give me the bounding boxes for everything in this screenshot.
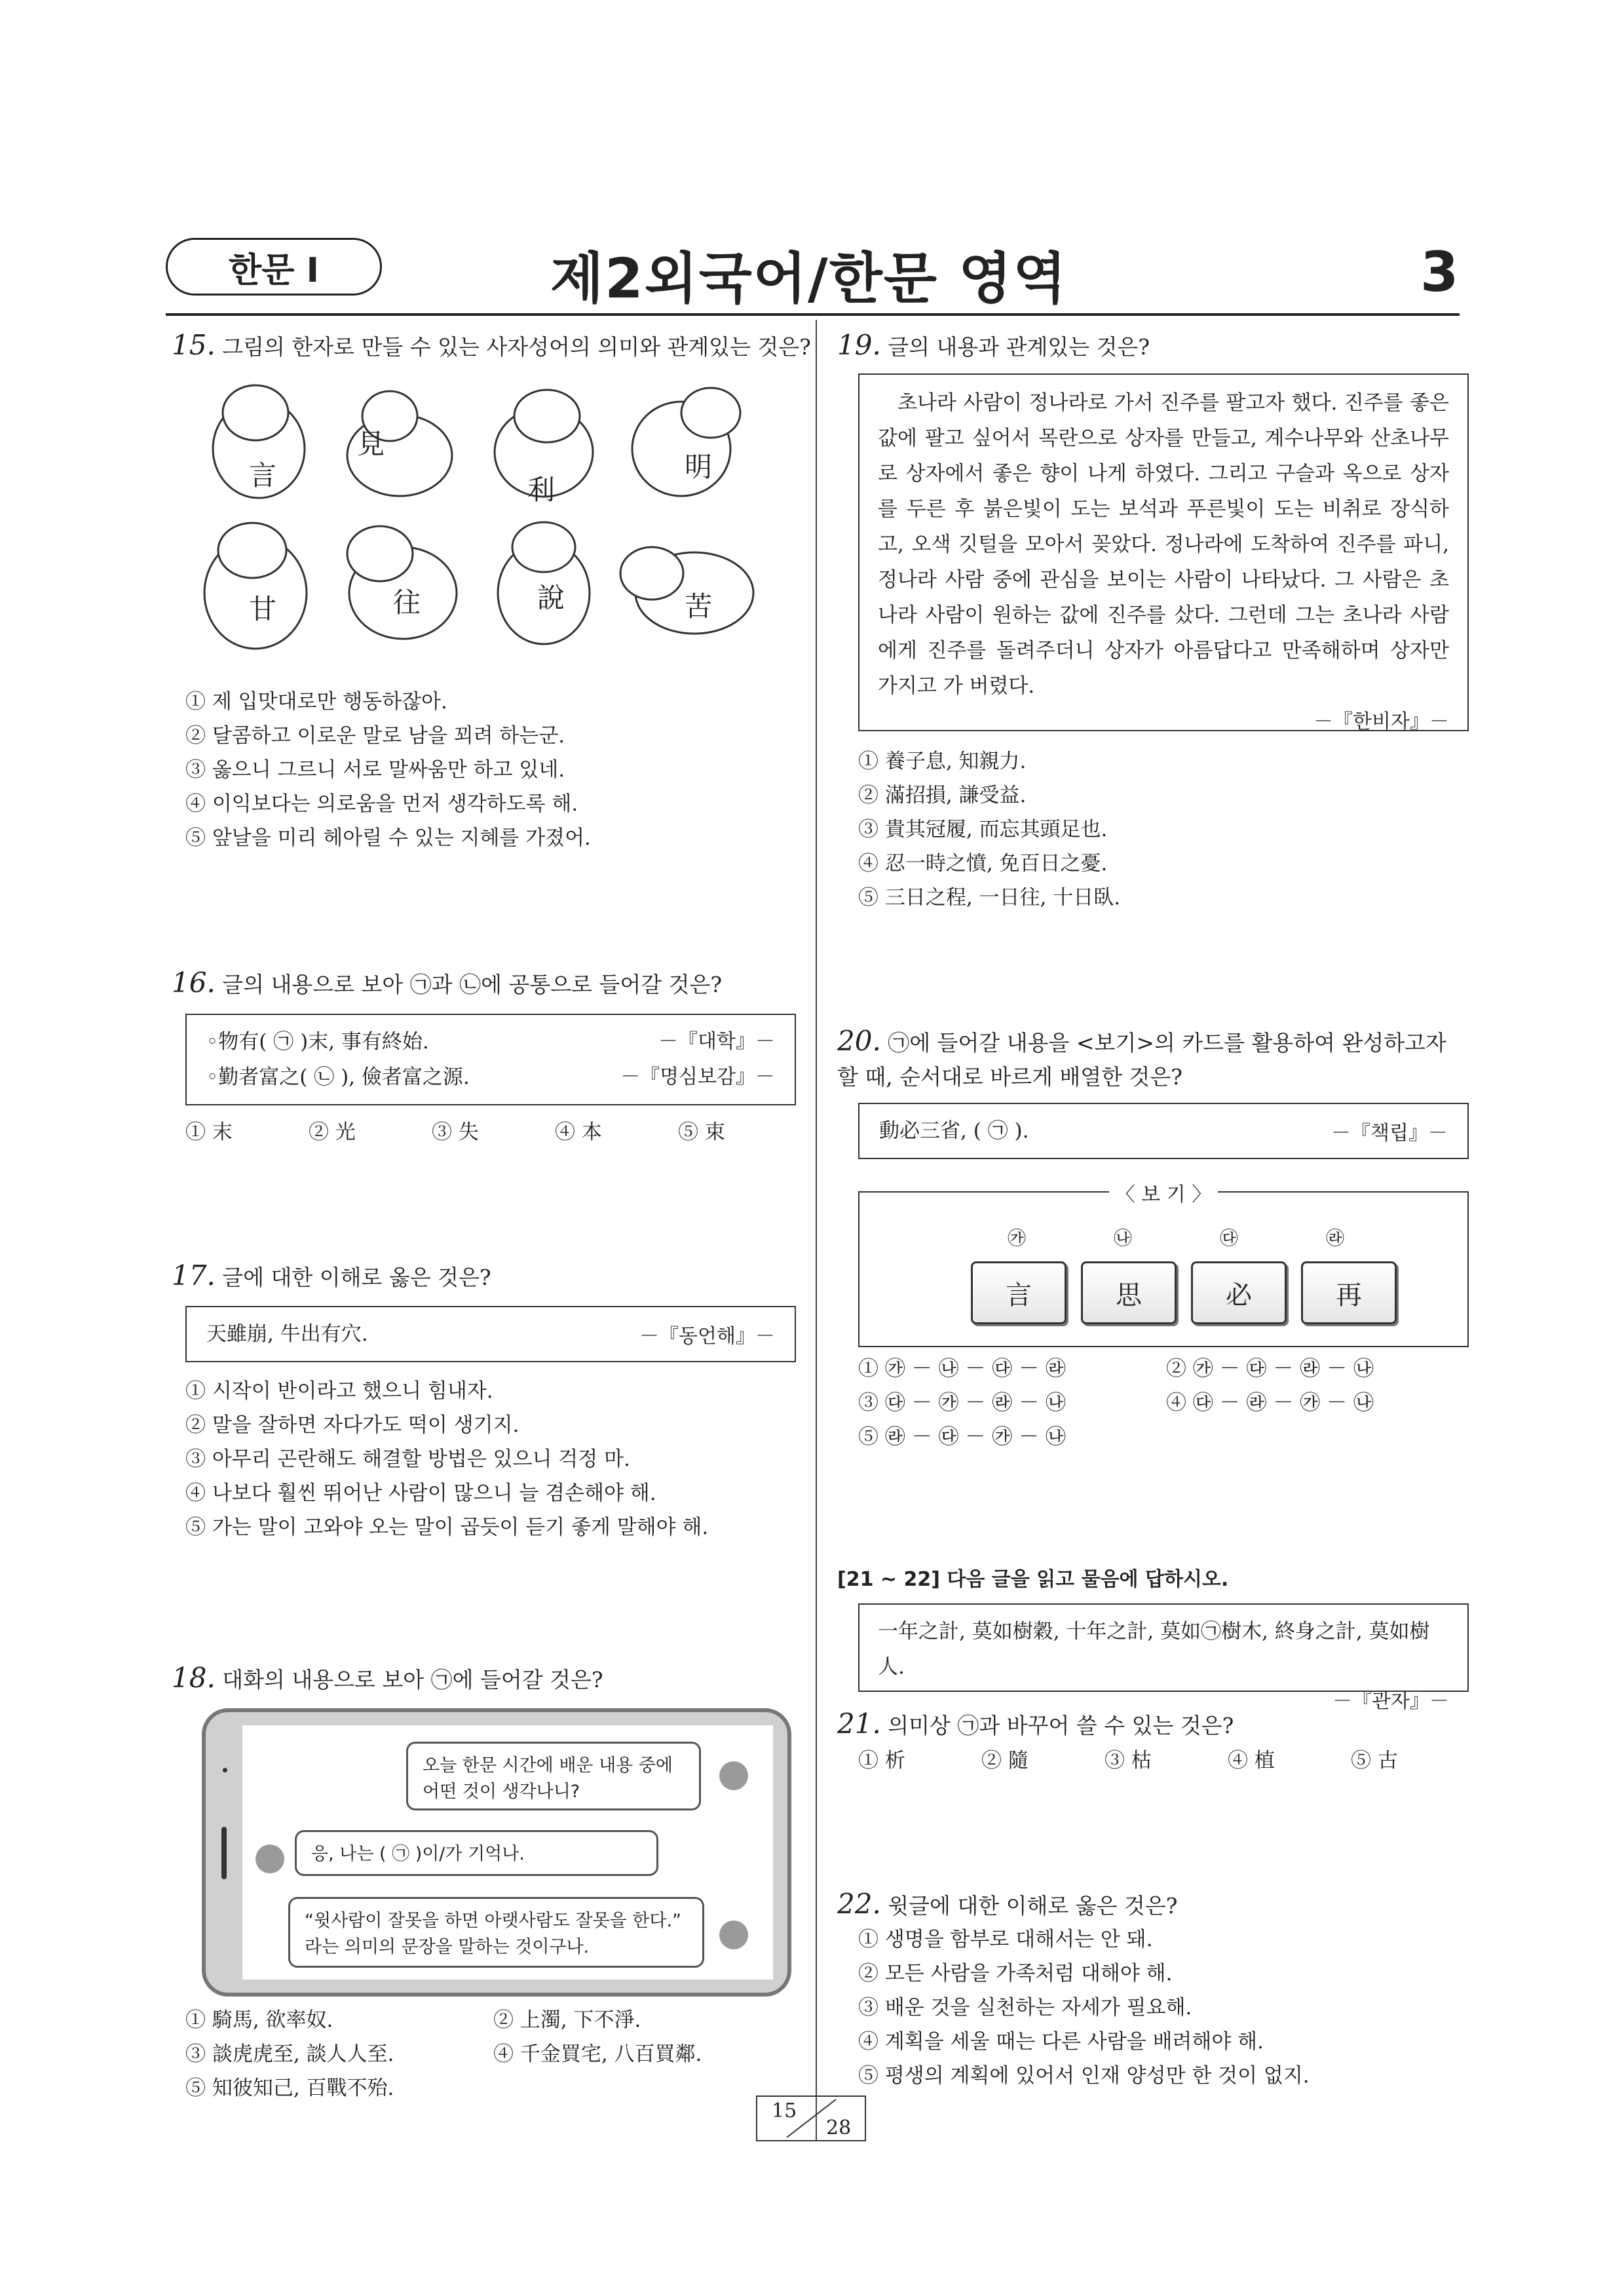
q15-options <box>185 685 591 855</box>
option[interactable]: ④ 千金買宅, 八百買鄰. <box>493 2042 702 2066</box>
subject-badge <box>166 238 382 296</box>
q20-passage-box <box>858 1103 1469 1159</box>
question-21 <box>837 1708 1234 1742</box>
q17-options <box>185 1374 708 1544</box>
question-text: 그림의 한자로 만들 수 있는 사자성어의 의미와 관계있는 것은? <box>222 334 811 360</box>
passage-text: 天雖崩, 牛出有穴. <box>206 1322 368 1346</box>
question-22 <box>837 1888 1177 1922</box>
question-15 <box>172 330 811 363</box>
option[interactable]: ① 騎馬, 欲率奴. <box>185 2008 333 2032</box>
question-number: 22. <box>837 1888 881 1920</box>
question-text: ㉠에 들어갈 내용을 <보기>의 카드를 활용하여 완성하고자 할 때, 순서대로 바르게 배열한 것은? <box>837 1030 1446 1090</box>
bogi-title: 〈 보 기 〉 <box>1109 1183 1218 1206</box>
current-page: 15 <box>772 2099 797 2122</box>
question-number: 21. <box>837 1708 881 1740</box>
question-20 <box>837 1024 1466 1094</box>
question-19 <box>837 330 1150 363</box>
chat-bubble-3: “윗사람이 잘못을 하면 아랫사람도 잘못을 한다.” 라는 의미의 문장을 말하는 것이구나. <box>288 1897 704 1968</box>
hanja-char: 甘 <box>249 593 277 625</box>
question-number: 19. <box>837 329 881 361</box>
header-rule <box>166 313 1460 316</box>
q19-options <box>858 744 1120 915</box>
option[interactable]: ⑤ 古 <box>1351 1749 1398 1772</box>
hanja-card: 必 <box>1191 1261 1287 1324</box>
bogi-box <box>858 1183 1469 1347</box>
option[interactable]: ① 析 <box>858 1749 905 1772</box>
option[interactable]: ⑤ 知彼知己, 百戰不殆. <box>185 2076 394 2100</box>
question-18 <box>172 1662 603 1696</box>
option[interactable]: ④ 계획을 세울 때는 다른 사람을 배려해야 해. <box>858 2030 1264 2054</box>
option[interactable]: ② ㉮ － ㉰ － ㉱ － ㉯ <box>1166 1357 1374 1381</box>
passage-line <box>206 1024 775 1060</box>
total-pages: 28 <box>826 2116 852 2139</box>
hanja-char: 往 <box>393 586 421 619</box>
hanja-card: 言 <box>971 1261 1067 1324</box>
passage-text: 초나라 사람이 정나라로 가서 진주를 팔고자 했다. 진주를 좋은 값에 팔고 싶어서 목란으로 상자를 만들고, 계수나무와 산초나무로 상자에서 좋은 향이 나게 하였다. 그리고 구슬과 옥으로 상자를 두른 후 붉은빛이 도는 보석과 푸른빛이 도는 비취로 장식하고, 오색 깃털을 모아서 꽂았다. 정나라에 도착하여 진주를 파니, 정나라 사람 중에 관심을 보이는 사람이 나타났다. 그 사람은 초나라 사람이 원하는 값에 진주를 샀다. 그런데 그는 초나라 사람에게 진주를 돌려주더니 상자가 아름답다고 만족해하며 상자만 가지고 가 버렸다. <box>878 391 1449 698</box>
source: －『명심보감』－ <box>620 1065 775 1088</box>
option[interactable]: ⑤ 束 <box>678 1120 725 1144</box>
option[interactable]: ② 隨 <box>981 1749 1029 1772</box>
option[interactable]: ④ ㉰ － ㉱ － ㉮ － ㉯ <box>1166 1391 1374 1415</box>
hanja-card: 思 <box>1081 1261 1177 1324</box>
option[interactable]: ③ 枯 <box>1105 1749 1152 1772</box>
question-17 <box>172 1260 491 1293</box>
option[interactable]: ④ 植 <box>1228 1749 1275 1772</box>
group-heading: [21 ~ 22] 다음 글을 읽고 물음에 답하시오. <box>837 1568 1229 1591</box>
option[interactable]: ⑤ ㉱ － ㉰ － ㉮ － ㉯ <box>858 1425 1066 1449</box>
question-number: 18. <box>172 1662 216 1694</box>
option[interactable]: ⑤ 앞날을 미리 헤아릴 수 있는 지혜를 가졌어. <box>185 826 591 850</box>
option[interactable]: ① 養子息, 知親力. <box>858 750 1027 773</box>
q16-options <box>185 1115 776 1149</box>
option[interactable]: ③ ㉰ － ㉮ － ㉱ － ㉯ <box>858 1391 1066 1415</box>
option[interactable]: ② 달콤하고 이로운 말로 남을 꾀려 하는군. <box>185 724 565 748</box>
question-number: 17. <box>172 1259 216 1292</box>
question-number: 20. <box>837 1025 881 1057</box>
question-text: 윗글에 대한 이해로 옳은 것은? <box>888 1893 1178 1919</box>
q19-passage-box <box>858 373 1469 731</box>
hanja-char: 苦 <box>685 590 713 622</box>
card-label: ㉰ <box>1219 1227 1238 1249</box>
source: －『책립』－ <box>1331 1122 1448 1145</box>
option[interactable]: ② 말을 잘하면 자다가도 떡이 생기지. <box>185 1413 519 1437</box>
hanja-char: 說 <box>537 582 565 614</box>
page-counter <box>756 2095 866 2141</box>
option[interactable]: ② 滿招損, 謙受益. <box>858 784 1027 807</box>
subject-label: 한문 I <box>229 250 319 290</box>
option[interactable]: ③ 貴其冠履, 而忘其頭足也. <box>858 818 1108 841</box>
chat-bubble-1: 오늘 한문 시간에 배운 내용 중에 어떤 것이 생각나니? <box>406 1742 701 1810</box>
question-number: 16. <box>172 966 216 999</box>
q18-options <box>185 2003 702 2105</box>
avatar <box>719 1921 748 1949</box>
card-label: ㉮ <box>1007 1227 1026 1249</box>
chat-bubble-2: 응, 나는 ( ㉠ )이/가 기억나. <box>295 1830 658 1876</box>
hanja-card: 再 <box>1301 1261 1397 1324</box>
option[interactable]: ④ 나보다 훨씬 뛰어난 사람이 많으니 늘 겸손해야 해. <box>185 1482 656 1505</box>
hanja-char: 利 <box>527 474 556 506</box>
option[interactable]: ② 上濁, 下不淨. <box>493 2008 641 2032</box>
option[interactable]: ④ 本 <box>555 1120 602 1144</box>
q17-passage-box <box>185 1306 796 1362</box>
question-text: 글의 내용으로 보아 ㉠과 ㉡에 공통으로 들어갈 것은? <box>222 972 723 997</box>
question-text: 글의 내용과 관계있는 것은? <box>888 334 1150 360</box>
option[interactable]: ③ 談虎虎至, 談人人至. <box>185 2042 394 2066</box>
page-number: 3 <box>1420 240 1459 304</box>
card-row <box>971 1261 1397 1324</box>
card-label: ㉱ <box>1325 1227 1344 1249</box>
bogi-title-wrap <box>859 1178 1467 1207</box>
hanja-char: 言 <box>249 459 277 491</box>
card-labels <box>971 1224 1381 1250</box>
phone-camera <box>223 1768 227 1772</box>
option[interactable]: ③ 아무리 곤란해도 해결할 방법은 있으니 걱정 마. <box>185 1447 630 1471</box>
question-16 <box>172 967 722 1001</box>
hanja-char: 見 <box>357 428 385 460</box>
phone-screen <box>242 1725 773 1980</box>
question-text: 의미상 ㉠과 바꾸어 쓸 수 있는 것은? <box>888 1713 1234 1738</box>
option[interactable]: ② 光 <box>309 1120 356 1144</box>
page-title: 제2외국어/한문 영역 <box>550 246 1068 311</box>
option[interactable]: ① ㉮ － ㉯ － ㉰ － ㉱ <box>858 1357 1066 1381</box>
option[interactable]: ⑤ 가는 말이 고와야 오는 말이 곱듯이 듣기 좋게 말해야 해. <box>185 1516 709 1539</box>
question-text: 대화의 내용으로 보아 ㉠에 들어갈 것은? <box>222 1667 603 1693</box>
hanja-char: 明 <box>685 451 713 483</box>
option[interactable]: ⑤ 평생의 계획에 있어서 인재 양성만 한 것이 없지. <box>858 2064 1310 2088</box>
passage-text: 動必三省, ( ㉠ ). <box>879 1119 1029 1143</box>
q22-options <box>858 1923 1310 2093</box>
source: －『관자』－ <box>1332 1690 1449 1713</box>
option[interactable]: ④ 忍一時之憤, 免百日之憂. <box>858 852 1108 875</box>
option[interactable]: ① 생명을 함부로 대해서는 안 돼. <box>858 1928 1153 1951</box>
q16-passage-box <box>185 1014 796 1105</box>
column-divider <box>816 320 817 2141</box>
avatar <box>719 1761 748 1790</box>
card-label: ㉯ <box>1113 1227 1132 1249</box>
question-number: 15. <box>172 329 216 361</box>
avatar <box>255 1845 284 1873</box>
option[interactable]: ③ 배운 것을 실천하는 자세가 필요해. <box>858 1996 1192 2019</box>
q20-options <box>858 1352 1374 1454</box>
option[interactable]: ① 제 입맛대로만 행동하잖아. <box>185 690 447 714</box>
source: －『동언해』－ <box>639 1325 775 1348</box>
option[interactable]: ④ 이익보다는 의로움을 먼저 생각하도록 해. <box>185 792 578 816</box>
passage-text: ◦勤者富之( ㉡ ), 儉者富之源. <box>206 1065 470 1089</box>
q21-options <box>858 1744 1449 1778</box>
passage-text: 一年之計, 莫如樹穀, 十年之計, 莫如㉠樹木, 終身之計, 莫如樹人. <box>878 1620 1430 1679</box>
group-passage-box <box>858 1603 1469 1713</box>
option[interactable]: ⑤ 三日之程, 一日往, 十日臥. <box>858 886 1121 909</box>
passage-text: ◦物有( ㉠ )末, 事有終始. <box>206 1030 429 1054</box>
source: －『대학』－ <box>658 1030 775 1053</box>
option[interactable]: ① 시작이 반이라고 했으니 힘내자. <box>185 1379 493 1403</box>
option[interactable]: ② 모든 사람을 가족처럼 대해야 해. <box>858 1962 1173 1985</box>
phone-button <box>221 1827 227 1879</box>
dog-illustration <box>200 377 776 659</box>
source: －『한비자』－ <box>1313 710 1449 733</box>
option[interactable]: ③ 옳으니 그르니 서로 말싸움만 하고 있네. <box>185 758 565 782</box>
passage-line <box>206 1060 775 1095</box>
option[interactable]: ③ 失 <box>432 1120 479 1144</box>
phone-frame <box>202 1708 791 1997</box>
question-text: 글에 대한 이해로 옳은 것은? <box>222 1265 491 1290</box>
option[interactable]: ① 末 <box>185 1120 233 1144</box>
